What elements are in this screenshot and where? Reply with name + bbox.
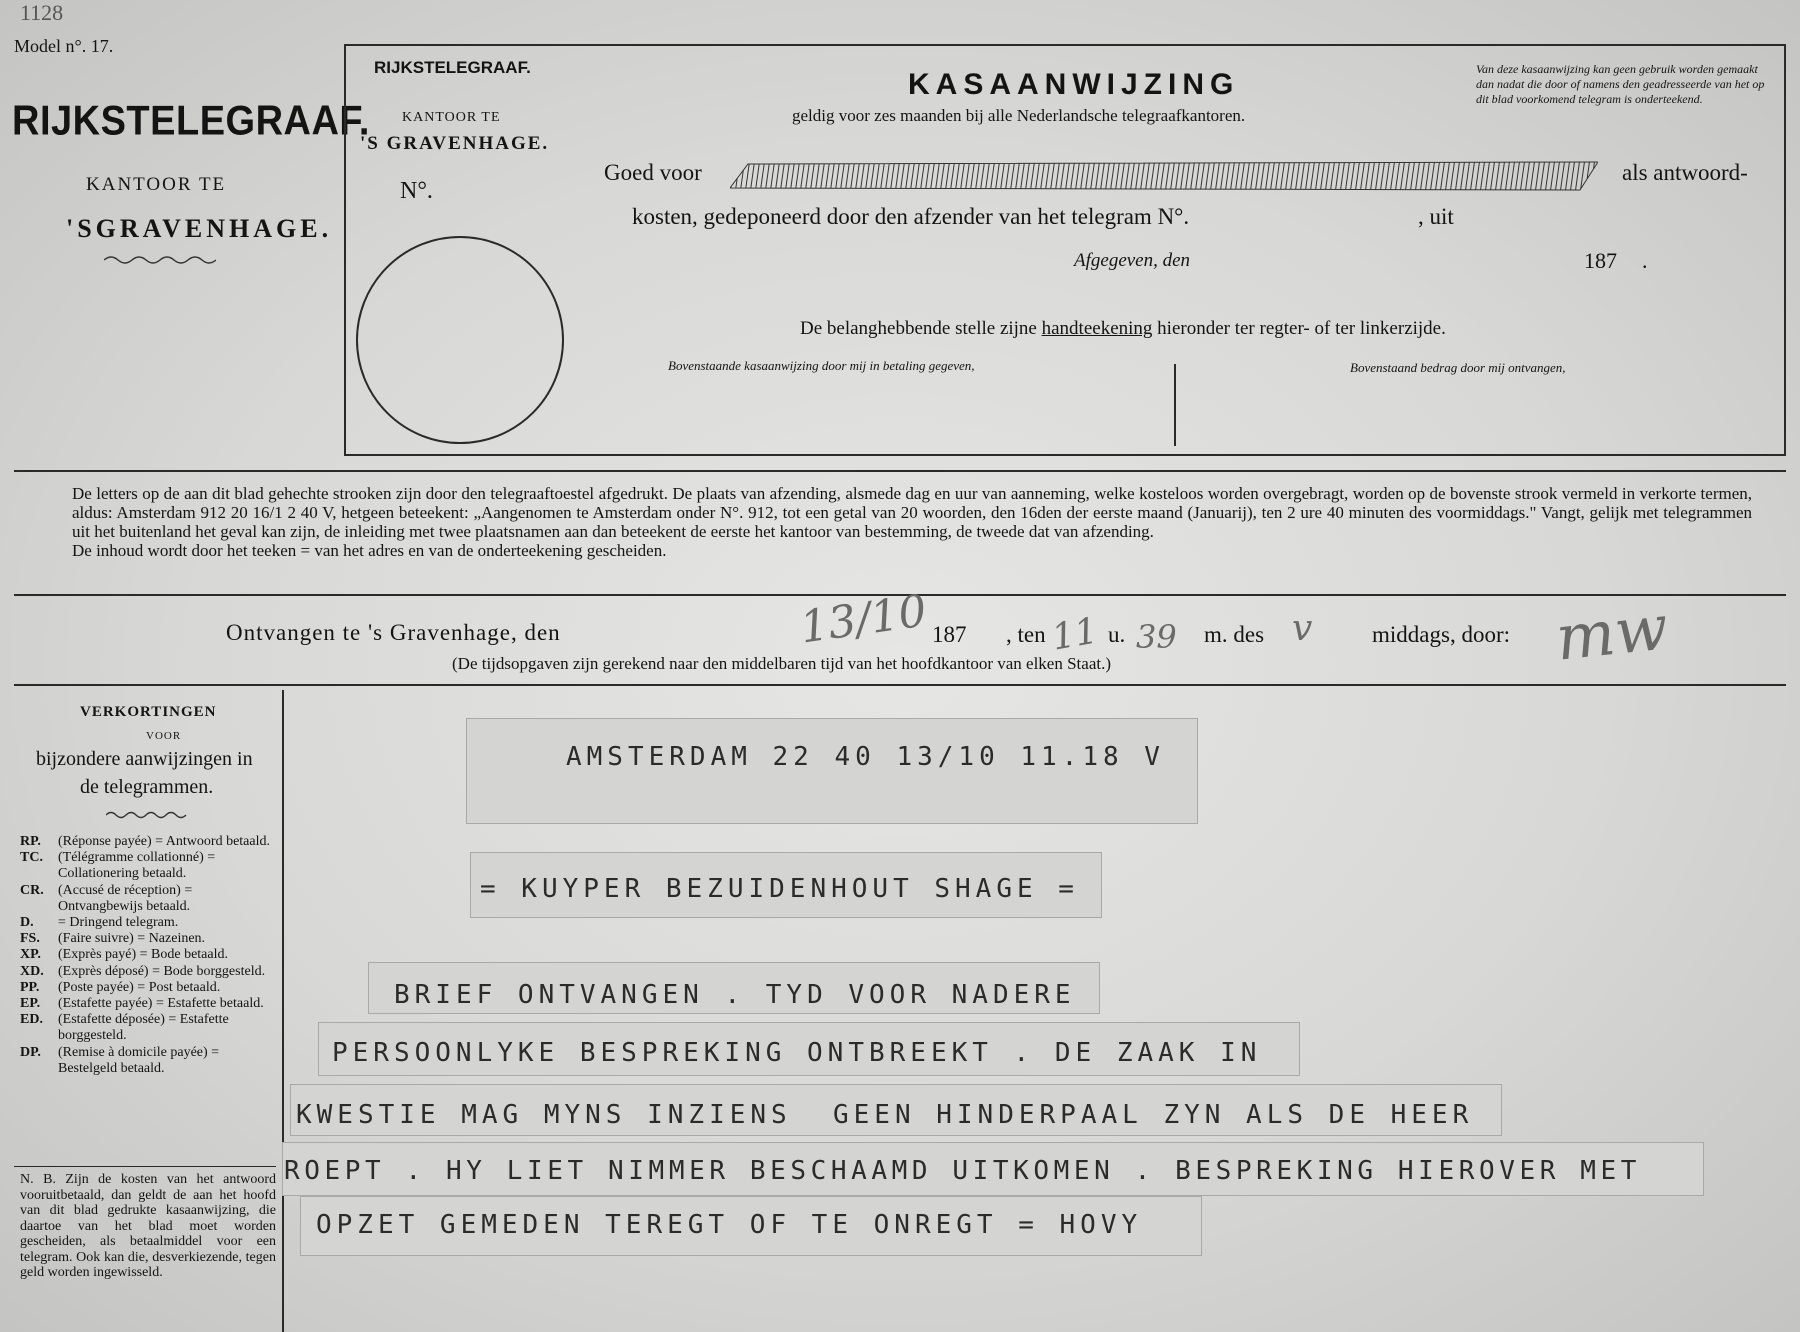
abbr-value: (Exprès déposé) = Bode borggesteld. <box>58 963 266 979</box>
abbr-value: (Poste payée) = Post betaald. <box>58 979 221 995</box>
belanghebbende-line <box>800 318 1446 340</box>
abbr-key: RP. <box>20 834 41 849</box>
afgegeven-dot: . <box>1642 248 1648 273</box>
signature-left-caption: Bovenstaande kasaanwijzing door mij in betaling gegeven, <box>668 358 975 373</box>
abbr-key: ED. <box>20 1012 43 1028</box>
telegram-line-5: KWESTIE MAG MYNS INZIENS GEEN HINDERPAAL ZYN ALS DE HEER <box>296 1100 1474 1130</box>
ontvangen-u: u. <box>1108 622 1126 647</box>
stamp-city: 'S GRAVENHAGE. <box>360 133 550 154</box>
kasaanwijzing-side-note: Van deze kasaanwijzing kan geen gebruik worden gemaakt dan nadat die door of namens den geadresseerde van het op dit blad voorkomend telegram is onderteekend. <box>1476 62 1765 106</box>
amount-hatch-field <box>730 158 1598 194</box>
telegram-line-4: PERSOONLYKE BESPREKING ONTBREEKT . DE ZAAK IN <box>332 1038 1262 1068</box>
stamp-kantoor: KANTOOR TE <box>402 110 501 125</box>
abbr-key: XD. <box>20 963 44 979</box>
verkortingen-voor: VOOR <box>146 730 182 742</box>
abbr-value: (Exprès payé) = Bode betaald. <box>58 947 228 963</box>
kosten-line: kosten, gedeponeerd door den afzender van het telegram N°. <box>632 204 1190 229</box>
handwritten-date: 13/10 <box>797 585 930 654</box>
abbr-row <box>20 1045 278 1077</box>
abbr-value: (Réponse payée) = Antwoord betaald. <box>58 834 270 849</box>
archive-number: 1128 <box>20 0 64 25</box>
verkortingen-line1: bijzondere aanwijzingen in <box>36 748 253 770</box>
ontvangen-middags: middags, door: <box>1372 622 1510 647</box>
afgegeven-year: 187 <box>1584 248 1617 273</box>
handwritten-hour: 11 <box>1048 610 1102 659</box>
telegram-line-7: OPZET GEMEDEN TEREGT OF TE ONREGT = HOVY <box>316 1210 1143 1240</box>
belang-post: hieronder ter regter- of ter linkerzijde. <box>1152 318 1446 339</box>
main-title: RIJKSTELEGRAAF. <box>12 98 370 145</box>
kasaanwijzing-subtitle: geldig voor zes maanden bij alle Nederlandsche telegraafkantoren. <box>792 106 1246 125</box>
ontvangen-year: 187 <box>932 622 967 647</box>
instructions-p1: De letters op de aan dit blad gehechte strooken zijn door den telegraaftoestel afgedrukt. De plaats van afzending, alsmede dag en uur van aanneming, welke kosteloos worden overgebragt, worden op de bovenste strook vermeld in verkorte termen, aldus: Amsterdam 912 20 16/1 2 40 V, hetgeen beteekent: „Aangenomen te Amsterdam onder N°. 912, tot een getal van 20 woorden, den 16den der eerste maand (Januarij), ten 2 ure 40 minuten des voormiddags." Vangt, gelijk met telegrammen uit het buitenland het geval kan zijn, de inleiding met twee plaatsnamen aan dan beteekent de eerste het kantoor van bestemming, de tweede dat van afzending. <box>72 484 1752 541</box>
kasaanwijzing-title: KASAANWIJZING <box>908 68 1240 101</box>
abbr-row <box>20 996 278 1012</box>
abbreviation-list <box>20 834 278 1077</box>
telegram-line-2: = KUYPER BEZUIDENHOUT SHAGE = <box>480 874 1079 904</box>
nb-separator <box>14 1166 276 1167</box>
abbr-key: DP. <box>20 1044 41 1060</box>
verkortingen-line2: de telegrammen. <box>80 776 214 798</box>
ontvangen-note: (De tijdsopgaven zijn gerekend naar den middelbaren tijd van het hoofdkantoor van elken Staat.) <box>452 654 1111 673</box>
abbr-row <box>20 947 278 963</box>
handwritten-signature: mw <box>1552 590 1672 675</box>
abbr-row <box>20 883 278 915</box>
ornament-squiggle <box>104 254 216 266</box>
stamp-circle <box>356 236 564 444</box>
ontvangen-label: Ontvangen te 's Gravenhage, den <box>226 620 561 645</box>
abbr-key: PP. <box>20 979 40 995</box>
goed-voor-label: Goed voor <box>604 160 702 185</box>
abbr-key: FS. <box>20 931 40 947</box>
uit-label: , uit <box>1418 204 1454 229</box>
abbr-key: D. <box>20 915 34 931</box>
abbr-key: CR. <box>20 882 44 898</box>
abbr-row <box>20 980 278 996</box>
nota-bene: N. B. Zijn de kosten van het antwoord vooruitbetaald, dan geldt de aan het hoofd van dit blad gedrukte kasaanwijzing, die daartoe van het blad moet worden gescheiden, als betaalmiddel voor een telegram. Ook kan die, desverkiezende, tegen geld worden ingewisseld. <box>20 1172 276 1280</box>
model-number: Model n°. 17. <box>14 36 114 56</box>
city-label: 'SGRAVENHAGE. <box>66 214 333 243</box>
abbr-value: = Dringend telegram. <box>58 915 179 931</box>
abbr-value: (Estafette déposée) = Estafette borggesteld. <box>58 1012 229 1044</box>
handwritten-v: v <box>1292 608 1313 649</box>
left-column-divider <box>282 690 284 1332</box>
signature-divider <box>1174 364 1176 446</box>
abbr-row <box>20 931 278 947</box>
telegram-line-3: BRIEF ONTVANGEN . TYD VOOR NADERE <box>394 980 1076 1010</box>
als-antwoord-label: als antwoord- <box>1622 160 1748 185</box>
handwritten-minutes: 39 <box>1136 618 1177 656</box>
instructions-p2: De inhoud wordt door het teeken = van het adres en van de onderteekening gescheiden. <box>72 541 667 560</box>
telegram-line-6: ROEPT . HY LIET NIMMER BESCHAAMD UITKOMEN . BESPREKING HIEROVER MET <box>284 1156 1641 1186</box>
ontvangen-m-des: m. des <box>1204 622 1265 647</box>
belang-underlined: handteekening <box>1041 318 1153 339</box>
stamp-number-label: N°. <box>400 178 433 204</box>
abbr-value: (Remise à domicile payée) = Bestelgeld betaald. <box>58 1044 220 1076</box>
ontvangen-ten: , ten <box>1006 622 1046 647</box>
kantoor-label: KANTOOR TE <box>86 174 227 195</box>
abbr-key: EP. <box>20 996 41 1012</box>
stamp-org: RIJKSTELEGRAAF. <box>374 58 531 77</box>
abbr-row <box>20 850 278 882</box>
abbr-value: (Accusé de réception) = Ontvangbewijs betaald. <box>58 882 193 914</box>
abbr-row <box>20 1012 278 1044</box>
abbr-row <box>20 964 278 980</box>
separator-top <box>14 470 1786 472</box>
abbr-value: (Télégramme collationné) = Collationering betaald. <box>58 850 216 882</box>
abbr-row <box>20 915 278 931</box>
abbr-row <box>20 834 278 850</box>
separator-bottom <box>14 684 1786 686</box>
belang-pre: De belanghebbende stelle zijne <box>800 318 1042 339</box>
abbr-key: TC. <box>20 850 43 866</box>
verkortingen-ornament <box>106 810 188 820</box>
afgegeven-label: Afgegeven, den <box>1074 250 1191 271</box>
abbr-value: (Estafette payée) = Estafette betaald. <box>58 996 264 1012</box>
abbr-value: (Faire suivre) = Nazeinen. <box>58 931 206 947</box>
verkortingen-title: VERKORTINGEN <box>80 704 217 720</box>
abbr-key: XP. <box>20 947 41 963</box>
signature-right-caption: Bovenstaand bedrag door mij ontvangen, <box>1350 360 1566 375</box>
instructions-paragraph <box>72 484 1752 560</box>
telegram-line-1: AMSTERDAM 22 40 13/10 11.18 V <box>566 742 1165 772</box>
